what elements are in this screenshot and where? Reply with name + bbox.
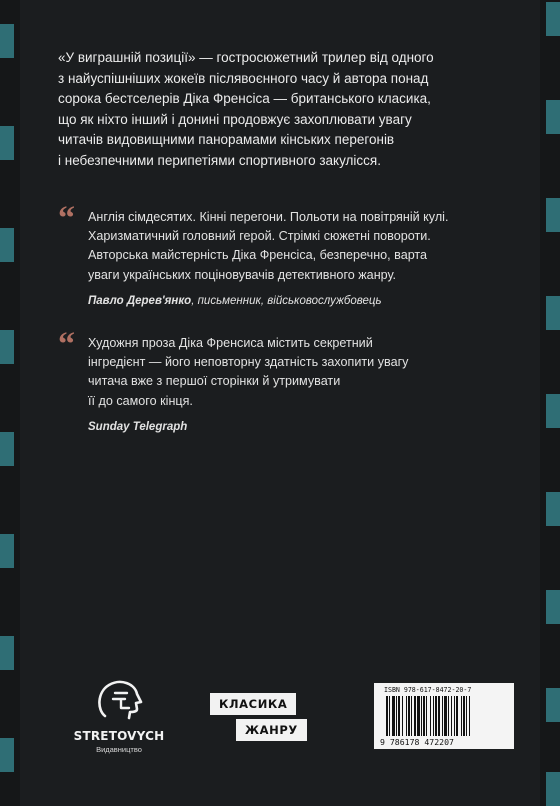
barcode-bar	[435, 696, 437, 736]
barcode-bar	[398, 696, 400, 736]
barcode-bar	[463, 696, 465, 736]
barcode-bar	[444, 696, 447, 736]
film-hole	[0, 330, 14, 364]
isbn-text: ISBN 978-617-8472-20-7	[384, 686, 472, 694]
film-hole	[546, 492, 560, 526]
film-hole	[0, 126, 14, 160]
film-hole	[546, 100, 560, 134]
barcode-digits: 9 786178 472207	[380, 737, 454, 747]
barcode-bar	[469, 696, 470, 736]
series-label-line-2: ЖАНРУ	[236, 719, 307, 741]
barcode-bar	[411, 696, 412, 736]
barcode-bar	[442, 696, 443, 736]
quote-author-role: , письменник, військовослужбовець	[191, 294, 382, 307]
barcode-bar	[448, 696, 449, 736]
quote-attribution	[88, 293, 478, 309]
film-strip-right	[540, 0, 560, 806]
barcode-bar	[433, 696, 434, 736]
barcode-bar	[438, 696, 440, 736]
barcode-bar	[466, 696, 467, 736]
film-hole	[0, 228, 14, 262]
quote-mark-icon: “	[58, 326, 75, 363]
film-hole	[546, 296, 560, 330]
barcode-bar	[456, 696, 458, 736]
film-hole	[546, 394, 560, 428]
barcode-bar	[396, 696, 397, 736]
film-hole	[546, 2, 560, 36]
barcode-bar	[408, 696, 410, 736]
film-hole	[546, 772, 560, 806]
barcode-bar	[461, 696, 462, 736]
series-label-line-1: КЛАСИКА	[210, 693, 296, 715]
barcode-bar	[421, 696, 422, 736]
barcode	[374, 683, 514, 749]
barcode-bar	[392, 696, 395, 736]
barcode-bar	[386, 696, 388, 736]
film-hole	[0, 636, 14, 670]
film-hole	[0, 534, 14, 568]
barcode-bars	[386, 696, 504, 736]
publisher-name: STRETOVYCH	[73, 729, 165, 743]
barcode-bar	[423, 696, 425, 736]
film-hole	[0, 738, 14, 772]
barcode-bar	[430, 696, 431, 736]
barcode-bar	[389, 696, 390, 736]
barcode-bar	[454, 696, 455, 736]
film-hole	[546, 590, 560, 624]
quote-attribution	[88, 419, 478, 435]
film-strip-left	[0, 0, 20, 806]
blurb-text: «У виграшній позиції» — гостросюжетний трилер від одного з найуспішніших жокеїв післявоєнного часу й автора понад сорока бестселерів Діка Френсіса — британського класика, що як ніхто інший і донині продовжує захоплювати увагу читачів видовищними панорамами кінських перегонів і небезпечними перипетіями спортивного закулісся.	[58, 50, 434, 168]
review-quote-2	[58, 326, 478, 435]
quote-text: Художня проза Діка Френсиса містить секретний інгредієнт — його неповторну здатність захопити увагу читача вже з першої сторінки й утримувати її до самого кінця.	[88, 336, 409, 408]
quote-author: Павло Дерев'янко	[88, 294, 192, 307]
review-quote-1	[58, 200, 478, 309]
publisher-logo	[64, 676, 174, 754]
film-hole	[0, 24, 14, 58]
film-hole	[546, 198, 560, 232]
barcode-bar	[406, 696, 407, 736]
barcode-bar	[402, 696, 403, 736]
quote-author: Sunday Telegraph	[88, 420, 188, 433]
quote-text: Англія сімдесятих. Кінні перегони. Польоти на повітряній кулі. Харизматичний головний герой. Стрімкі сюжетні повороти. Авторська майстерність Діка Френсіса, безперечно, варта уваги українських поціновувачів детективного жанру.	[88, 210, 449, 282]
quote-mark-icon: “	[58, 200, 75, 237]
barcode-bar	[426, 696, 427, 736]
film-hole	[546, 688, 560, 722]
barcode-bar	[417, 696, 420, 736]
publisher-subtitle: Видавництво	[96, 745, 142, 754]
head-profile-icon	[91, 676, 147, 722]
film-hole	[0, 432, 14, 466]
barcode-bar	[451, 696, 452, 736]
barcode-bar	[414, 696, 416, 736]
